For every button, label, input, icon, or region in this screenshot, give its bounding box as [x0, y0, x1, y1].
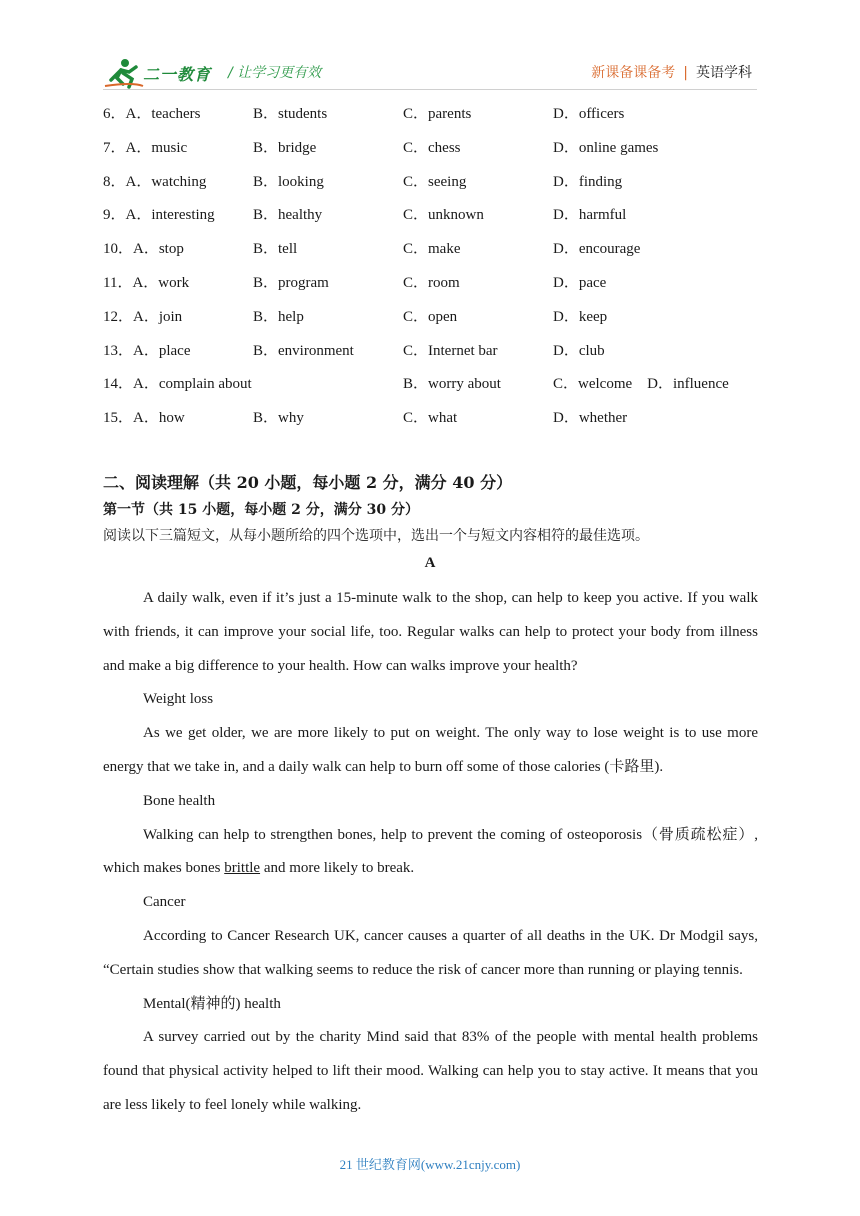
page-header: [0, 0, 860, 100]
subheading: Bone health: [143, 792, 216, 809]
option-choice: C．unknown: [403, 207, 484, 224]
underlined-word: brittle: [224, 860, 261, 877]
option-choice: C．room: [403, 274, 460, 291]
option-choice: 13．A．place: [103, 342, 191, 359]
option-choice: 7．A．music: [103, 139, 188, 156]
answer-options: [103, 103, 763, 441]
option-choice: B．worry about: [403, 376, 501, 393]
option-choice: B．help: [253, 308, 304, 325]
option-choice: D．keep: [553, 308, 608, 325]
option-row: [103, 238, 763, 272]
paragraph: A survey carried out by the charity Mind said that 83% of the people with mental health problems found that physical activity helped to lift their mood. Walking can help you to stay active. It means that you are less likely to feel lonely while walking.: [103, 1029, 758, 1113]
option-choice: C．Internet bar: [403, 342, 498, 359]
option-row: [103, 306, 763, 340]
option-choice: C．make: [403, 241, 461, 258]
subsection-title: 第一节（共 15 小题，每小题 2 分，满分 30 分）: [103, 502, 419, 518]
option-choice: D．finding: [553, 173, 623, 190]
option-row: [103, 407, 763, 441]
option-choice: 11．A．work: [103, 274, 190, 291]
option-choice: D．officers: [553, 106, 625, 122]
option-row: [103, 373, 763, 407]
header-subject: [591, 62, 752, 82]
option-choice: 6．A．teachers: [103, 106, 201, 122]
option-choice: C．seeing: [403, 173, 467, 190]
instruction: 阅读以下三篇短文，从每小题所给的四个选项中，选出一个与短文内容相符的最佳选项。: [103, 528, 649, 544]
option-choice: 12．A．join: [103, 308, 183, 325]
option-choice: B．tell: [253, 241, 298, 258]
header-subject-label: 英语学科: [696, 65, 752, 81]
subheading: Mental(精神的) health: [143, 995, 281, 1012]
slogan: / 让学习更有效: [228, 65, 322, 81]
option-row: [103, 103, 763, 137]
subheading: Weight loss: [143, 691, 214, 708]
option-choice: C．chess: [403, 139, 461, 156]
option-choice: D．encourage: [553, 241, 641, 258]
option-choice: B．program: [253, 274, 329, 291]
option-choice: B．bridge: [253, 139, 317, 156]
paragraph: As we get older, we are more likely to put on weight. The only way to lose weight is to use more energy that we take in, and a daily walk can help to burn off some of those calories (卡路里).: [103, 725, 758, 775]
option-choice: B．looking: [253, 173, 324, 190]
option-choice: D．club: [553, 342, 605, 359]
option-choice: D．whether: [553, 410, 628, 427]
header-separator: |: [683, 65, 688, 81]
header-course-label: 新课备课备考: [591, 65, 676, 81]
option-choice: C．open: [403, 308, 458, 325]
option-choice: C．parents: [403, 106, 472, 122]
option-row: [103, 137, 763, 171]
option-choice: 8．A．watching: [103, 173, 207, 190]
option-row: [103, 204, 763, 238]
option-choice: B．healthy: [253, 207, 323, 224]
option-choice: D．pace: [553, 274, 607, 291]
option-choice: 15．A．how: [103, 410, 185, 427]
option-choice: D．online games: [553, 139, 659, 156]
option-choice: B．environment: [253, 342, 354, 359]
section-title: 二、阅读理解（共 20 小题，每小题 2 分，满分 40 分）: [103, 473, 513, 492]
paragraph: [103, 819, 758, 887]
option-row: [103, 171, 763, 205]
option-choice: 10．A．stop: [103, 241, 184, 258]
text-run: and more likely to break.: [260, 860, 415, 877]
option-row: [103, 272, 763, 306]
passage-letter: A: [424, 555, 436, 571]
option-choice: B．students: [253, 106, 328, 122]
option-choice: D．harmful: [553, 207, 627, 224]
option-choice: C．welcome D．influence: [553, 376, 729, 393]
footer-link: 21 世纪教育网(www.21cnjy.com): [339, 1157, 521, 1172]
paragraph: A daily walk, even if it’s just a 15-minute walk to the shop, can help to keep you active. If you walk with friends, it can improve your social life, too. Regular walks can help to protect your body from illness and make a big difference to your health. How can walks improve your health?: [103, 590, 758, 674]
option-choice: C．what: [403, 410, 458, 427]
subheading: Cancer: [143, 894, 186, 911]
passage-body: [103, 582, 758, 1123]
header-divider: [103, 89, 757, 90]
paragraph: According to Cancer Research UK, cancer causes a quarter of all deaths in the UK. Dr Modgil says, “Certain studies show that walking seems to reduce the risk of cancer more than running or playing tennis.: [103, 927, 758, 978]
option-row: [103, 340, 763, 374]
option-choice: B．why: [253, 410, 304, 427]
logo-text: 二一教育: [143, 65, 212, 84]
option-choice: 14．A．complain about: [103, 376, 252, 393]
text-run: Walking can help to strengthen bones, help to prevent the coming of osteoporosis（骨质疏松症）, which makes bones: [103, 826, 758, 877]
option-choice: 9．A．interesting: [103, 207, 215, 224]
